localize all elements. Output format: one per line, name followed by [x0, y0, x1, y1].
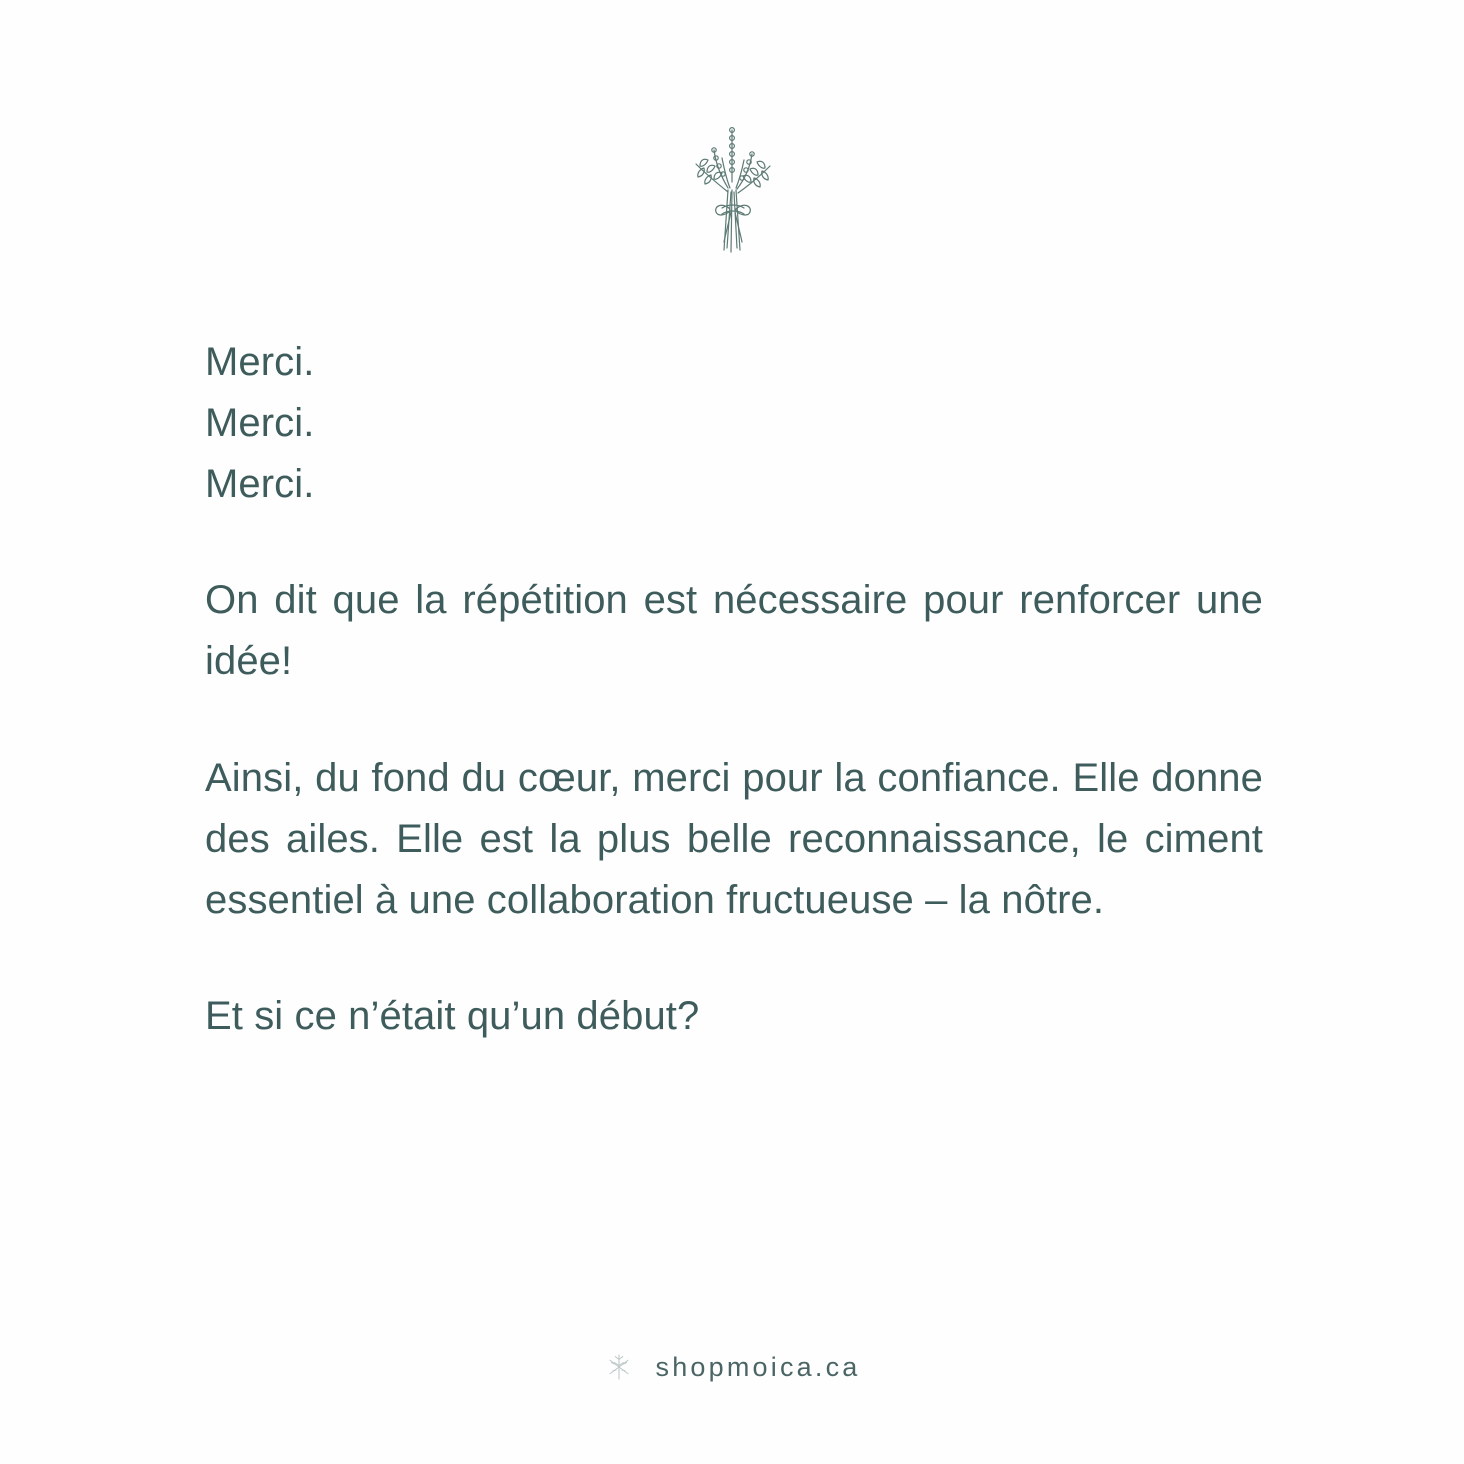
thanks-block — [205, 332, 1263, 514]
snowflake-icon — [604, 1350, 634, 1384]
thanks-line-2: Merci. — [205, 400, 315, 445]
paragraph-spacer-1 — [205, 514, 1263, 570]
paragraph-repetition: On dit que la répétition est nécessaire pour renforcer une idée! — [205, 578, 1263, 684]
thanks-line-1: Merci. — [205, 340, 315, 384]
bouquet-illustration-container — [0, 110, 1464, 290]
website-label[interactable]: shopmoica.ca — [655, 1351, 861, 1382]
thanks-line-3: Merci. — [205, 461, 315, 506]
bouquet-icon — [652, 110, 812, 290]
letter-body — [205, 332, 1263, 1047]
paragraph-confiance: Ainsi, du fond du cœur, merci pour la confiance. Elle donne des ailes. Elle est la plus belle reconnaissance, le ciment essentiel à une collaboration fructueuse – la nôtre. — [205, 755, 1263, 922]
paragraph-spacer-3 — [205, 930, 1263, 986]
paragraph-spacer-2 — [205, 692, 1263, 748]
footer — [0, 1350, 1464, 1384]
paragraph-closing-question: Et si ce n’était qu’un début? — [205, 994, 700, 1039]
